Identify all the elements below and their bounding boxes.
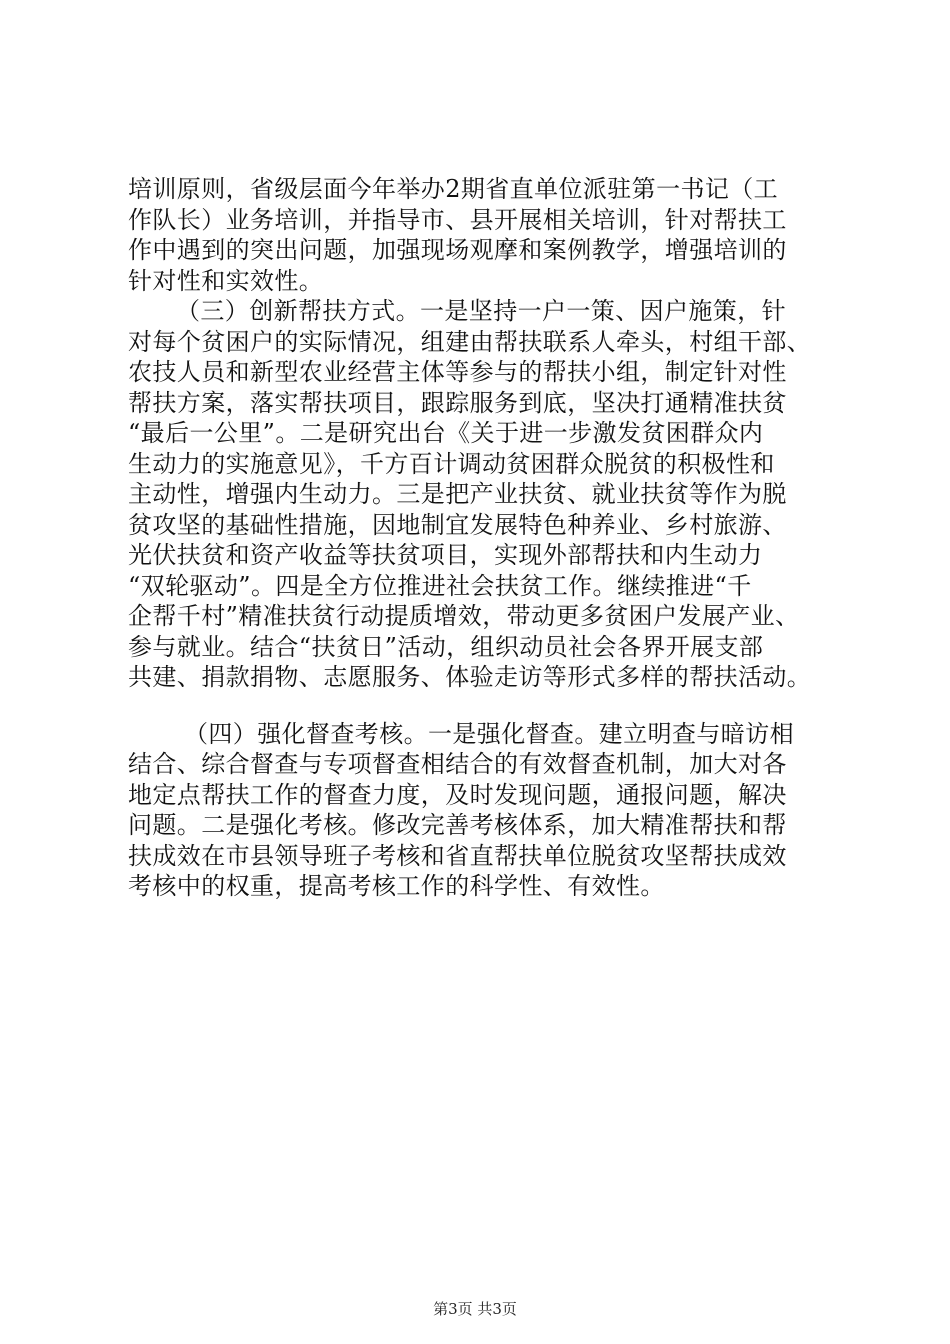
paragraph-spacer [128,693,840,719]
text-line: 扶成效在市县领导班子考核和省直帮扶单位脱贫攻坚帮扶成效 [128,841,787,870]
text-line: 企帮千村”精准扶贫行动提质增效，带动更多贫困户发展产业、 [128,602,800,630]
text-line: 作队长）业务培训，并指导市、县开展相关培训，针对帮扶工 [128,205,787,234]
page-footer [0,1298,950,1319]
text-line: （四）强化督查考核。一是强化督查。建立明查与暗访相 [184,719,794,748]
paragraph-assistance-methods [128,296,840,693]
text-line: 对每个贫困户的实际情况，组建由帮扶联系人牵头，村组干部、 [128,327,812,356]
paragraph-supervision [128,719,840,902]
text-line: 农技人员和新型农业经营主体等参与的帮扶小组，制定针对性 [128,358,787,386]
text-line: 培训原则，省级层面今年举办2期省直单位派驻第一书记（工 [128,175,779,203]
text-line: 结合、综合督查与专项督查相结合的有效督查机制，加大对各 [128,750,787,778]
text-line: “双轮驱动”。四是全方位推进社会扶贫工作。继续推进“千 [128,571,752,600]
document-body [128,174,840,902]
text-line: 生动力的实施意见》，千方百计调动贫困群众脱贫的积极性和 [128,449,775,478]
text-line: 考核中的权重，提高考核工作的科学性、有效性。 [128,872,665,900]
page-number: 第3页 共3页 [433,1300,517,1318]
text-line: 针对性和实效性。 [128,266,324,295]
text-line: 共建、捐款捐物、志愿服务、体验走访等形式多样的帮扶活动。 [128,663,812,691]
text-line: 参与就业。结合“扶贫日”活动，组织动员社会各界开展支部 [128,632,764,661]
text-line: 问题。二是强化考核。修改完善考核体系，加大精准帮扶和帮 [128,811,787,839]
text-line: 帮扶方案，落实帮扶项目，跟踪服务到底，坚决打通精准扶贫 [128,388,787,417]
text-line: 作中遇到的突出问题，加强现场观摩和案例教学，增强培训的 [128,236,787,264]
text-line: 地定点帮扶工作的督查力度，及时发现问题，通报问题，解决 [128,780,787,809]
text-line: “最后一公里”。二是研究出台《关于进一步激发贫困群众内 [128,419,764,447]
text-line: 主动性，增强内生动力。三是把产业扶贫、就业扶贫等作为脱 [128,480,787,508]
text-line: （三）创新帮扶方式。一是坚持一户一策、因户施策，针 [176,297,786,325]
text-line: 光伏扶贫和资产收益等扶贫项目，实现外部帮扶和内生动力 [128,541,763,569]
paragraph-training [128,174,840,296]
text-line: 贫攻坚的基础性措施，因地制宜发展特色种养业、乡村旅游、 [128,510,787,539]
